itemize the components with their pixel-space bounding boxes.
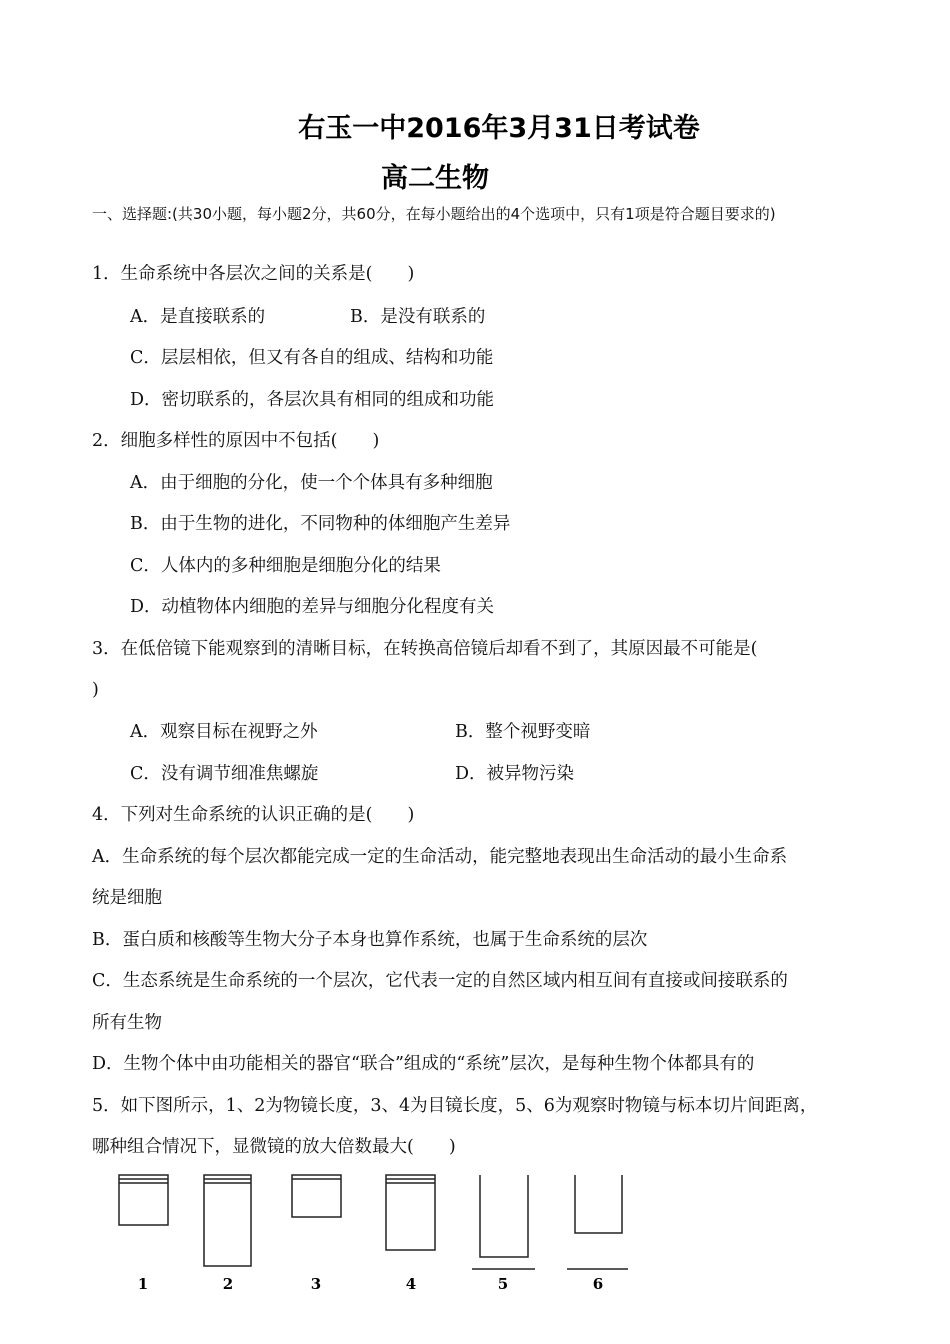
microscope-lens-figure — [100, 1165, 660, 1300]
figure-label-3: 3 — [310, 1275, 322, 1293]
question-3-stem: 3．在低倍镜下能观察到的清晰目标，在转换高倍镜后却看不到了，其原因最不可能是( — [92, 639, 758, 659]
question-4-option-c-continued: 所有生物 — [92, 1013, 162, 1033]
figure-label-2: 2 — [222, 1275, 234, 1293]
section-instructions: 一、选择题:(共30小题，每小题2分，共60分，在每小题给出的4个选项中，只有1项是符合题目要求的) — [92, 205, 776, 223]
lens-4-eyepiece-long — [386, 1175, 435, 1250]
question-3-option-b: B．整个视野变暗 — [455, 722, 591, 742]
lens-1-objective-short — [119, 1175, 168, 1225]
question-1-stem: 1．生命系统中各层次之间的关系是( ) — [92, 264, 415, 284]
question-4-option-b: B．蛋白质和核酸等生物大分子本身也算作系统，也属于生命系统的层次 — [92, 930, 648, 950]
question-3-option-a: A．观察目标在视野之外 — [130, 722, 318, 742]
question-3-stem-continued: ) — [92, 680, 99, 700]
lens-2-objective-long — [204, 1175, 251, 1266]
question-5-stem-continued: 哪种组合情况下，显微镜的放大倍数最大( ) — [92, 1137, 456, 1157]
figure-label-4: 4 — [405, 1275, 417, 1293]
question-5-stem: 5．如下图所示，1、2为物镜长度，3、4为目镜长度，5、6为观察时物镜与标本切片间距离， — [92, 1096, 818, 1116]
question-4-stem: 4．下列对生命系统的认识正确的是( ) — [92, 805, 415, 825]
question-1-option-c: C．层层相依，但又有各自的组成、结构和功能 — [130, 348, 494, 368]
question-2-option-d: D．动植物体内细胞的差异与细胞分化程度有关 — [130, 597, 495, 617]
question-2-stem: 2．细胞多样性的原因中不包括( ) — [92, 431, 380, 451]
question-3-option-c: C．没有调节细准焦螺旋 — [130, 764, 319, 784]
figure-label-1: 1 — [137, 1275, 149, 1293]
question-1-option-d: D．密切联系的，各层次具有相同的组成和功能 — [130, 390, 495, 410]
question-4-option-c: C．生态系统是生命系统的一个层次，它代表一定的自然区域内相互间有直接或间接联系的 — [92, 971, 788, 991]
question-2-option-a: A．由于细胞的分化，使一个个体具有多种细胞 — [130, 473, 493, 493]
question-3-option-d: D．被异物污染 — [455, 764, 575, 784]
figure-label-6: 6 — [592, 1275, 604, 1293]
question-1-option-b: B．是没有联系的 — [350, 307, 486, 327]
question-4-option-a-continued: 统是细胞 — [92, 888, 162, 908]
question-1-option-a: A．是直接联系的 — [130, 307, 266, 327]
exam-title: 右玉一中2016年3月31日考试卷 — [298, 113, 700, 144]
question-4-option-a: A．生命系统的每个层次都能完成一定的生命活动，能完整地表现出生命活动的最小生命系 — [92, 847, 788, 867]
distance-5-long — [472, 1175, 535, 1269]
lens-3-eyepiece-short — [292, 1175, 341, 1217]
exam-subtitle: 高二生物 — [381, 163, 489, 194]
distance-6-short — [567, 1175, 628, 1269]
question-4-option-d: D．生物个体中由功能相关的器官“联合”组成的“系统”层次，是每种生物个体都具有的 — [92, 1054, 755, 1074]
question-2-option-b: B．由于生物的进化，不同物种的体细胞产生差异 — [130, 514, 511, 534]
figure-label-5: 5 — [497, 1275, 509, 1293]
question-2-option-c: C．人体内的多种细胞是细胞分化的结果 — [130, 556, 441, 576]
